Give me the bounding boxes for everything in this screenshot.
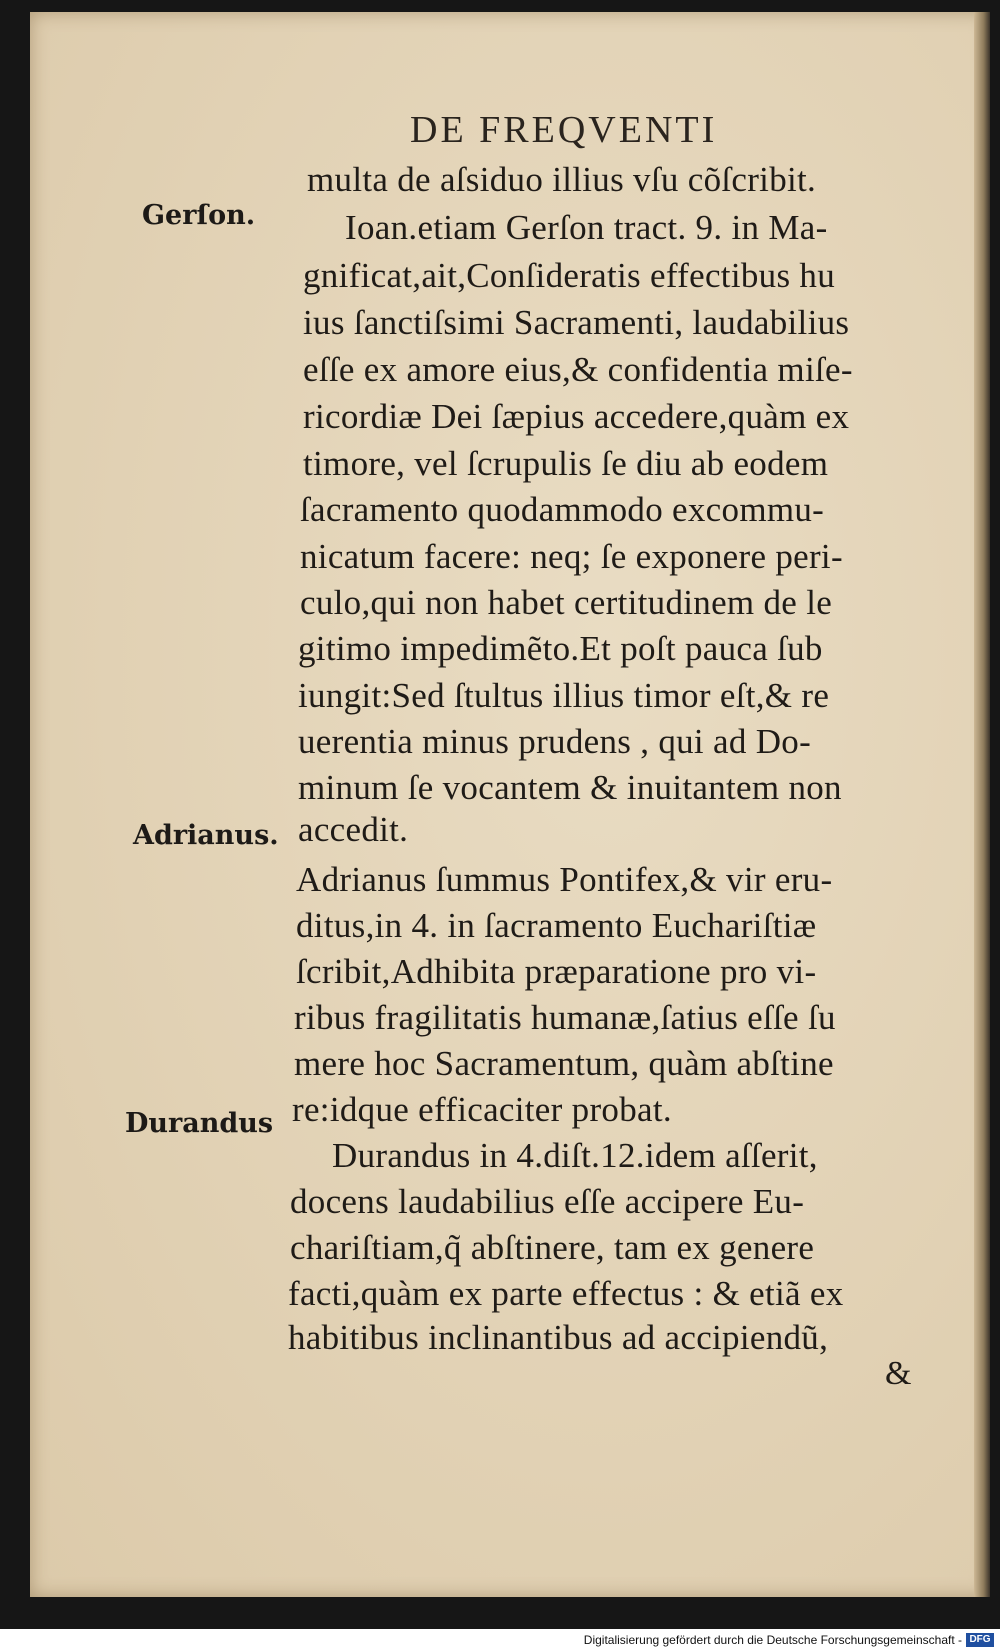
text-line: facti,quàm ex parte effectus : & etiã ex: [288, 1274, 844, 1313]
text-line: gitimo impedimẽto.Et poſt pauca ſub: [298, 629, 823, 668]
marginal-note-adrianus: Adrianus.: [133, 820, 279, 851]
text-line: habitibus inclinantibus ad accipiendũ,: [288, 1318, 829, 1357]
running-head: DE FREQVENTI: [410, 109, 718, 151]
page-edge: [974, 12, 990, 1597]
text-line: nicatum facere: neq; ſe exponere peri-: [300, 537, 843, 576]
digitization-credit: Digitalisierung gefördert durch die Deutsche Forschungsgemeinschaft -: [583, 1633, 962, 1647]
text-line: Ioan.etiam Gerſon tract. 9. in Ma-: [345, 208, 828, 247]
text-line: gnificat,ait,Conſideratis effectibus hu: [303, 256, 836, 295]
text-line: ribus fragilitatis humanæ,ſatius eſſe ſu: [294, 998, 836, 1037]
text-line: timore, vel ſcrupulis ſe diu ab eodem: [303, 444, 829, 483]
text-line: culo,qui non habet certitudinem de le: [300, 583, 833, 622]
catchword: &: [885, 1355, 912, 1392]
marginal-note-durandus: Durandus: [125, 1108, 274, 1139]
text-line: ditus,in 4. in ſacramento Euchariſtiæ: [296, 906, 817, 945]
text-line: ſcribit,Adhibita præparatione pro vi-: [296, 952, 817, 991]
text-line: re:idque efficaciter probat.: [292, 1090, 672, 1129]
text-line: eſſe ex amore eius,& confidentia miſe-: [303, 350, 853, 389]
marginal-note-gerson: Gerſon.: [142, 200, 256, 231]
text-line: uerentia minus prudens , qui ad Do-: [298, 722, 812, 761]
text-line: iungit:Sed ſtultus illius timor eſt,& re: [298, 676, 830, 715]
text-line: multa de aſsiduo illius vſu cõſcribit.: [307, 160, 817, 199]
text-line: accedit.: [298, 810, 409, 849]
text-line: Adrianus ſummus Pontifex,& vir eru-: [296, 860, 833, 899]
text-line: docens laudabilius eſſe accipere Eu-: [290, 1182, 805, 1221]
text-line: ius ſanctiſsimi Sacramenti, laudabilius: [303, 303, 850, 342]
text-line: ricordiæ Dei ſæpius accedere,quàm ex: [303, 397, 850, 436]
text-line: chariſtiam,q̃ abſtinere, tam ex genere: [290, 1228, 815, 1267]
text-line: Durandus in 4.diſt.12.idem aſſerit,: [332, 1136, 818, 1175]
dfg-logo-icon: DFG: [966, 1633, 994, 1647]
text-line: mere hoc Sacramentum, quàm abſtine: [294, 1044, 834, 1083]
text-line: ſacramento quodammodo excommu-: [300, 490, 825, 529]
text-line: minum ſe vocantem & inuitantem non: [298, 768, 842, 807]
